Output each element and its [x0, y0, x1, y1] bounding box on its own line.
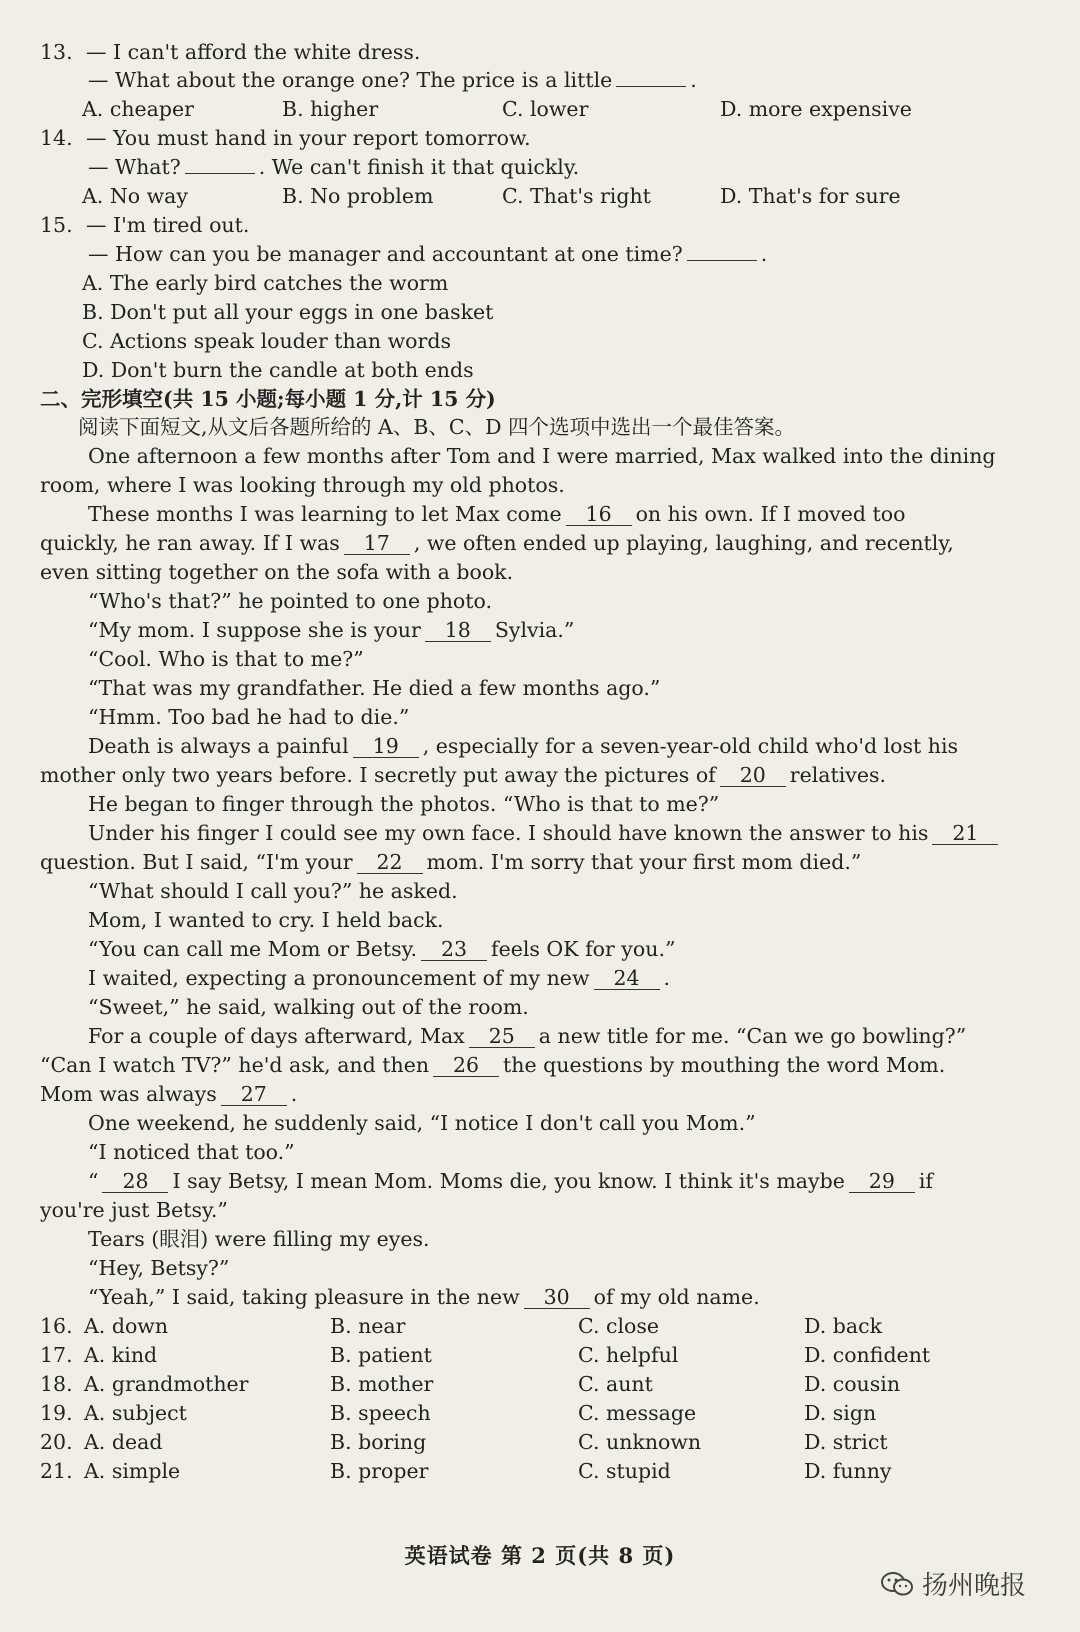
blank-30: 30 [524, 1286, 590, 1309]
watermark-text: 扬州晚报 [922, 1571, 1027, 1601]
passage-line: One weekend, he suddenly said, “I notice I don't call you Mom.” [88, 1111, 756, 1135]
passage-line: “You can call me Mom or Betsy. 23 feels OK for you.” [88, 937, 676, 961]
passage-line: question. But I said, “I'm your 22 mom. I'm sorry that your first mom died.” [40, 850, 862, 874]
passage-line: “Sweet,” he said, walking out of the room. [88, 995, 529, 1019]
q14-blank [185, 155, 255, 174]
section-instruction: 阅读下面短文,从文后各题所给的 A、B、C、D 四个选项中选出一个最佳答案。 [78, 415, 796, 439]
passage-line: “What should I call you?” he asked. [88, 879, 458, 903]
q14-line2: — What? . We can't finish it that quickly. [88, 155, 580, 179]
passage-line: even sitting together on the sofa with a book. [40, 560, 514, 584]
blank-21: 21 [932, 822, 998, 845]
blank-19: 19 [353, 735, 419, 758]
q15-option-c: C. Actions speak louder than words [82, 329, 451, 353]
passage-line: One afternoon a few months after Tom and I were married, Max walked into the dining [88, 444, 996, 468]
blank-22: 22 [357, 851, 423, 874]
q15-line1: 15. — I'm tired out. [40, 211, 1045, 240]
passage-line: Tears (眼泪) were filling my eyes. [88, 1227, 430, 1251]
q14-line1: 14. — You must hand in your report tomorrow. [40, 124, 1045, 153]
blank-27: 27 [221, 1083, 287, 1106]
passage-line: “ 28 I say Betsy, I mean Mom. Moms die, you know. I think it's maybe 29 if [88, 1169, 933, 1193]
blank-16: 16 [566, 503, 632, 526]
wechat-icon [880, 1571, 914, 1597]
passage-line: These months I was learning to let Max come 16 on his own. If I moved too [88, 502, 906, 526]
passage-line: “That was my grandfather. He died a few months ago.” [88, 676, 661, 700]
q15-option-a: A. The early bird catches the worm [82, 271, 449, 295]
page-footer: 英语试卷 第 2 页(共 8 页) [404, 1543, 676, 1568]
passage-line: “Hey, Betsy?” [88, 1256, 230, 1280]
passage-line: “Yeah,” I said, taking pleasure in the new 30 of my old name. [88, 1285, 760, 1309]
passage-line: I waited, expecting a pronouncement of my new 24 . [88, 966, 671, 990]
passage-line: “Cool. Who is that to me?” [88, 647, 364, 671]
passage-line: quickly, he ran away. If I was 17 , we often ended up playing, laughing, and recently, [40, 531, 954, 555]
q13-line2: — What about the orange one? The price is a little . [88, 68, 697, 92]
blank-17: 17 [344, 532, 410, 555]
section-heading: 二、完形填空(共 15 小题;每小题 1 分,计 15 分) [40, 387, 496, 411]
passage-line: “Who's that?” he pointed to one photo. [88, 589, 493, 613]
blank-24: 24 [594, 967, 660, 990]
watermark [880, 1565, 1026, 1602]
passage-line: Mom was always 27 . [40, 1082, 298, 1106]
blank-20: 20 [720, 764, 786, 787]
q15-number: 15. [40, 213, 73, 237]
q15-option-b: B. Don't put all your eggs in one basket [82, 300, 494, 324]
q15-option-d: D. Don't burn the candle at both ends [82, 358, 474, 382]
passage-line: mother only two years before. I secretly put away the pictures of 20 relatives. [40, 763, 887, 787]
q14-number: 14. [40, 126, 73, 150]
q13-line1: 13. — I can't afford the white dress. [40, 38, 1045, 67]
q13-blank [616, 68, 686, 87]
q15-line2: — How can you be manager and accountant at one time? . [88, 242, 768, 266]
q15-blank [687, 242, 757, 261]
passage-line: “Hmm. Too bad he had to die.” [88, 705, 410, 729]
passage-line: “I noticed that too.” [88, 1140, 295, 1164]
passage-line: He began to finger through the photos. “Who is that to me?” [88, 792, 720, 816]
exam-page: 13. — I can't afford the white dress. — What about the orange one? The price is a little . A. cheaper B. higher C. lower D. more expensive 14. — You must hand in your report tomorrow. — What? . We can't finish it that quickly. A. No way B. No problem C. That's right D. That's for sure 15. — I'm tired out. — How can you be manager and accountant at one time? . A. The early bird catches the worm B. Don't put all your eggs in one basket C. Actions speak louder than words D. Don't burn the candle at both ends 二、完形填空(共 15 小题;每小题 1 分,计 15 分) 阅读下面短文,从文后各题所给的 A、B、C、D 四个选项中选出一个最佳答案。 One afternoon a few months after Tom and I were married, Max walked into the dining room, where I was looking through my old photos. These months I was learning to let Max come 16 on his own. If I moved too quickly, he ran away. If I was 17 , we often ended up playing, laughing, and recently, even sitting together on the sofa with a book. “Who's that?” he pointed to one photo. “My mom. I suppose she is your 18 Sylvia.” “Cool. Who is that to me?” “That was my grandfather. He died a few months ago.” “Hmm. Too bad he had to die.” Death is always a painful 19 , especially for a seven-year-old child who'd lost his mother only two years before. I secretly put away the pictures of 20 relatives. He began to finger through the photos. “Who is that to me?” Under his finger I could see my own face. I should have known the answer to his 21 question. But I said, “I'm your 22 mom. I'm sorry that your first mom died.” “What should I call you?” he asked. Mom, I wanted to cry. I held back. “You can call me Mom or Betsy. 23 feels OK for you.” I waited, expecting a pronouncement of my new 24 . “Sweet,” he said, walking out of the room. For a couple of days afterward, Max 25 a new title for me. “Can we go bowling?” “Can I watch TV?” he'd ask, and then 26 the questions by mouthing the word Mom. Mom was always 27 . One weekend, he suddenly said, “I notice I don't call you Mom.” “I noticed that too.” “ 28 I say Betsy, I mean Mom. Moms die, you know. I think it's maybe 29 if you're just Betsy.” Tears (眼泪) were filling my eyes. “Hey, Betsy?” “Yeah,” I said, taking pleasure in the new 30 of my old name. 16. A. down B. near C. close D. back 17. A. kind B. patient C. helpful D. confident 18. A. grandmother B. mother C. aunt D. cousin 19. A. subject B. speech C. message D. sign 20. A. dead B. boring C. unknown D. strict 21. A. simple B. proper C. stupid D. funny 英语试卷 第 2 页(共 8 页) 扬州晚报 [0, 0, 1080, 1632]
blank-29: 29 [849, 1170, 915, 1193]
q13-number: 13. [40, 40, 73, 64]
blank-25: 25 [469, 1025, 535, 1048]
blank-26: 26 [433, 1054, 499, 1077]
passage-line: Death is always a painful 19 , especially for a seven-year-old child who'd lost his [88, 734, 959, 758]
passage-line: “My mom. I suppose she is your 18 Sylvia.” [88, 618, 575, 642]
passage-line: “Can I watch TV?” he'd ask, and then 26 the questions by mouthing the word Mom. [40, 1053, 946, 1077]
blank-28: 28 [102, 1170, 168, 1193]
blank-23: 23 [421, 938, 487, 961]
passage-line: room, where I was looking through my old photos. [40, 473, 565, 497]
passage-line: Under his finger I could see my own face. I should have known the answer to his 21 [88, 819, 1080, 848]
passage-line: Mom, I wanted to cry. I held back. [88, 908, 444, 932]
passage-line: For a couple of days afterward, Max 25 a new title for me. “Can we go bowling?” [88, 1024, 967, 1048]
passage-line: you're just Betsy.” [40, 1198, 228, 1222]
blank-18: 18 [425, 619, 491, 642]
